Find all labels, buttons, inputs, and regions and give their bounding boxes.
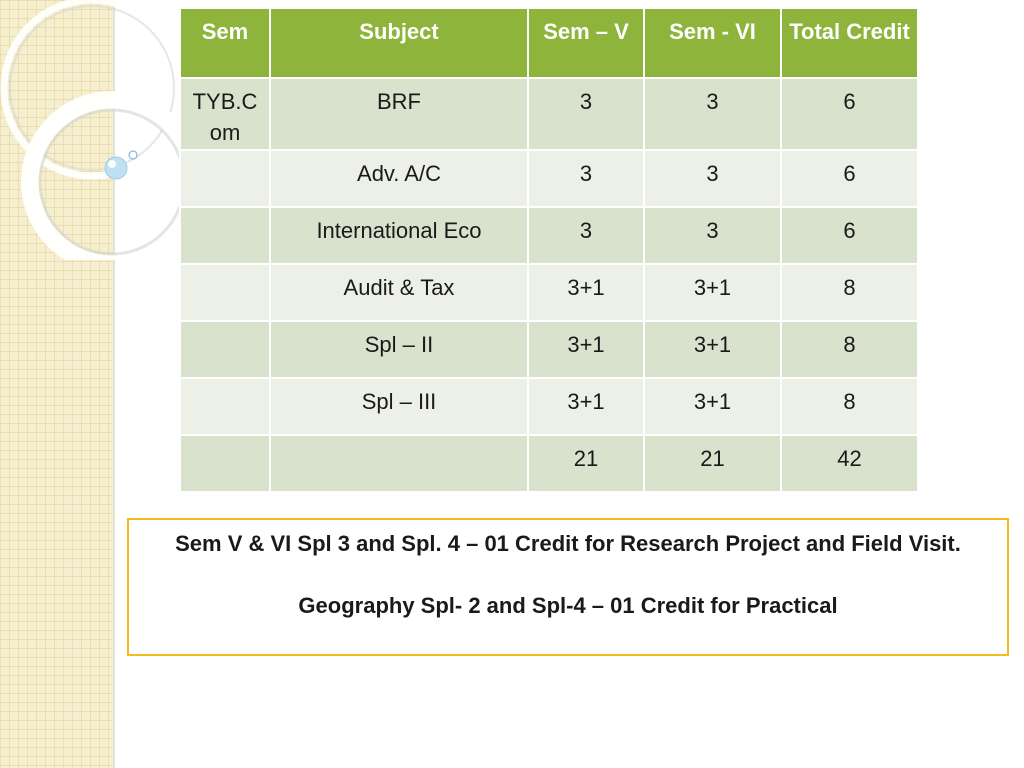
note-geography-practical: Geography Spl- 2 and Spl-4 – 01 Credit for Practical xyxy=(298,593,838,618)
cell-sem-v-total: 21 xyxy=(528,435,644,492)
table-row xyxy=(180,78,918,150)
cell-subject: International Eco xyxy=(270,207,528,264)
cell-total: 6 xyxy=(781,78,918,150)
cell-sem-v: 3+1 xyxy=(528,378,644,435)
table-row xyxy=(180,207,918,264)
cell-sem-vi: 3+1 xyxy=(644,378,781,435)
cell-sem xyxy=(180,435,270,492)
cell-sem-vi: 3 xyxy=(644,78,781,150)
cell-total: 6 xyxy=(781,150,918,207)
cell-sem xyxy=(180,378,270,435)
header-subject: Subject xyxy=(270,8,528,78)
cell-sem-vi: 3 xyxy=(644,207,781,264)
table-row xyxy=(180,150,918,207)
cell-grand-total: 42 xyxy=(781,435,918,492)
cell-total: 8 xyxy=(781,321,918,378)
cell-subject: Spl – II xyxy=(270,321,528,378)
cell-subject: Adv. A/C xyxy=(270,150,528,207)
cell-sem-v: 3+1 xyxy=(528,264,644,321)
cell-total: 8 xyxy=(781,264,918,321)
cell-sem xyxy=(180,207,270,264)
cell-sem-vi: 3+1 xyxy=(644,264,781,321)
cell-sem-vi-total: 21 xyxy=(644,435,781,492)
decorative-circles xyxy=(0,0,180,260)
cell-sem xyxy=(180,150,270,207)
cell-subject: Audit & Tax xyxy=(270,264,528,321)
header-sem-v: Sem – V xyxy=(528,8,644,78)
header-sem-vi: Sem - VI xyxy=(644,8,781,78)
table-row xyxy=(180,264,918,321)
header-total-credit: Total Credit xyxy=(781,8,918,78)
cell-sem xyxy=(180,264,270,321)
table-header-row xyxy=(180,8,918,78)
deco-bubble-large xyxy=(105,157,127,179)
deco-bubble-small xyxy=(129,151,137,159)
note-box xyxy=(127,518,1009,656)
cell-subject xyxy=(270,435,528,492)
cell-sem-v: 3 xyxy=(528,150,644,207)
header-sem: Sem xyxy=(180,8,270,78)
cell-sem-v: 3 xyxy=(528,207,644,264)
table-total-row xyxy=(180,435,918,492)
cell-sem-v: 3+1 xyxy=(528,321,644,378)
table-row xyxy=(180,321,918,378)
cell-sem xyxy=(180,321,270,378)
cell-total: 8 xyxy=(781,378,918,435)
deco-bubble-highlight xyxy=(108,160,116,168)
cell-sem-vi: 3+1 xyxy=(644,321,781,378)
table-row xyxy=(180,378,918,435)
cell-subject: Spl – III xyxy=(270,378,528,435)
cell-sem-vi: 3 xyxy=(644,150,781,207)
cell-sem: TYB.C om xyxy=(180,78,270,150)
credit-table xyxy=(179,7,919,493)
cell-sem-v: 3 xyxy=(528,78,644,150)
cell-total: 6 xyxy=(781,207,918,264)
deco-ring-thick-shadow xyxy=(40,110,180,254)
note-research-project: Sem V & VI Spl 3 and Spl. 4 – 01 Credit for Research Project and Field Visit. xyxy=(175,531,961,556)
cell-subject: BRF xyxy=(270,78,528,150)
